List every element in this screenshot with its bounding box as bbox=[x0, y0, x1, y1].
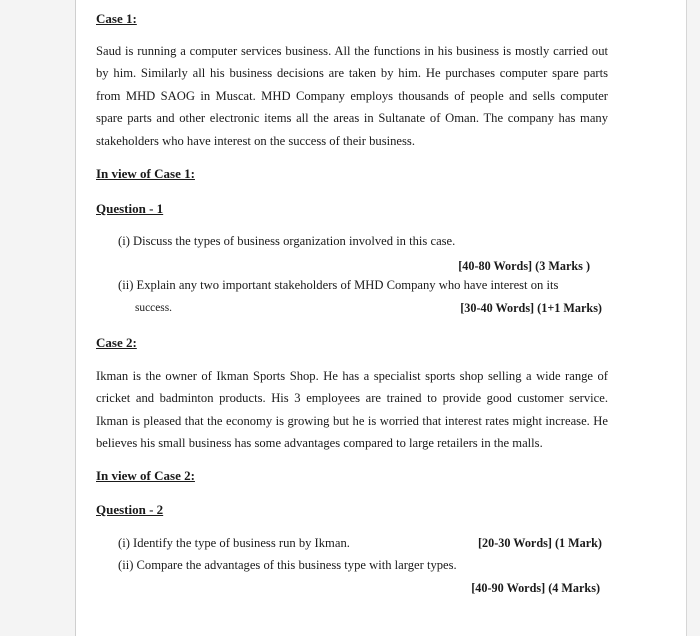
question1-item-1-marks: [40-80 Words] (3 Marks ) bbox=[458, 259, 590, 273]
question2-item-1-marks: [20-30 Words] (1 Mark) bbox=[477, 536, 602, 550]
question1-item-2-marks: [30-40 Words] (1+1 Marks) bbox=[460, 301, 602, 315]
question2-item-2-marks: [40-90 Words] (4 Marks) bbox=[471, 581, 600, 595]
question2-item-1: (i) Identify the type of business run by Ikman. bbox=[118, 536, 350, 550]
question2-item-2: (ii) Compare the advantages of this business type with larger types. bbox=[118, 558, 457, 572]
question1-item-2: (ii) Explain any two important stakeholders of MHD Company who have interest on its bbox=[118, 278, 559, 292]
view1-heading: In view of Case 1: bbox=[96, 166, 195, 181]
view2-heading: In view of Case 2: bbox=[96, 468, 195, 483]
question1-item-1: (i) Discuss the types of business organization involved in this case. bbox=[118, 234, 456, 248]
question1-item-2-continuation: success. bbox=[135, 302, 173, 314]
case2-heading: Case 2: bbox=[96, 335, 137, 350]
case2-paragraph: Ikman is the owner of Ikman Sports Shop. He has a specialist sports shop selling a wide range of cricket and badminton products. His 3 employees are trained to provide good customer service. Ikman is pleased that the economy is growing but he is worried that interest rates might increase. He believes his small business has some advantages compared to large retailers in the malls. bbox=[96, 369, 608, 451]
question1-heading: Question - 1 bbox=[96, 201, 164, 216]
case1-heading: Case 1: bbox=[96, 11, 137, 26]
question2-heading: Question - 2 bbox=[96, 502, 164, 517]
document-page bbox=[75, 0, 687, 636]
case1-paragraph: Saud is running a computer services business. All the functions in his business is mostly carried out by him. Similarly all his business decisions are taken by him. He purchases computer spare parts from MHD SAOG in Muscat. MHD Company employs thousands of people and sells computer spare parts and other electronic items all the areas in Sultanate of Oman. The company has many stakeholders who have interest on the success of their business. bbox=[96, 44, 608, 148]
